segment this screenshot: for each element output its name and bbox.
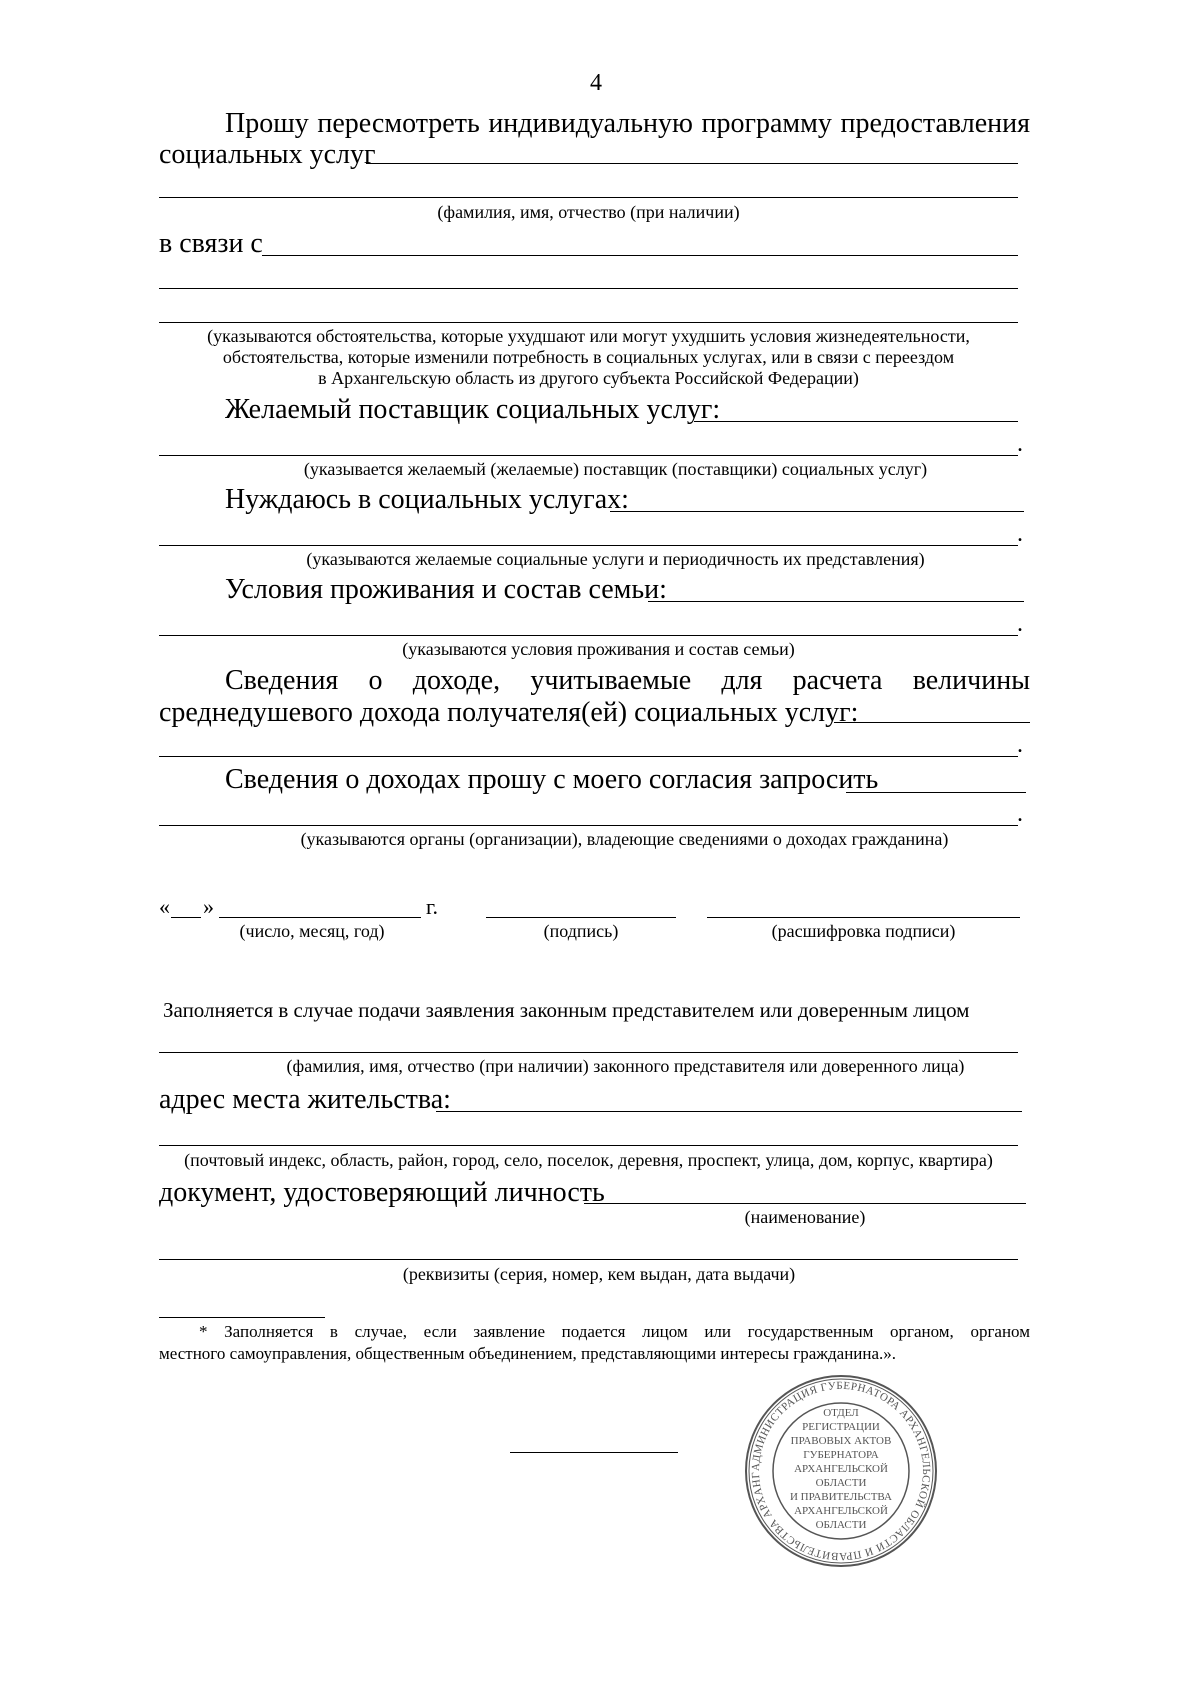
signature-field-line[interactable]	[486, 917, 676, 918]
provider-field-line-2[interactable]	[159, 455, 1018, 456]
footnote-line-1: * Заполняется в случае, если заявление подается лицом или государственным органом, органом	[199, 1322, 1030, 1341]
income-request-field-line-2[interactable]	[159, 825, 1018, 826]
quote-close: »	[203, 894, 214, 919]
caption-date: (число, месяц, год)	[239, 921, 385, 941]
registration-stamp	[744, 1374, 938, 1568]
day-field-line[interactable]	[171, 917, 201, 918]
fio-field-line[interactable]	[366, 163, 1018, 164]
provider-label: Желаемый поставщик социальных услуг:	[225, 394, 721, 425]
living-conditions-label: Условия проживания и состав семьи:	[225, 574, 667, 605]
caption-requisites: (реквизиты (серия, номер, кем выдан, дата выдачи)	[402, 1264, 796, 1284]
end-separator-line	[510, 1452, 678, 1453]
income-field-line-1[interactable]	[834, 722, 1030, 723]
living-field-line-1[interactable]	[648, 601, 1024, 602]
caption-provider: (указывается желаемый (желаемые) поставщик (поставщики) социальных услуг)	[303, 459, 928, 479]
reason-field-line-3[interactable]	[159, 322, 1018, 323]
caption-fio: (фамилия, имя, отчество (при наличии)	[437, 202, 740, 222]
stamp-center-line: ОТДЕЛ	[823, 1407, 859, 1419]
stamp-ring-text: АДМИНИСТРАЦИЯ ГУБЕРНАТОРА АРХАНГЕЛЬСКОЙ ОБЛАСТИ И ПРАВИТЕЛЬСТВА АРХАНГ	[749, 1379, 933, 1563]
stamp-center-text	[781, 1406, 901, 1532]
caption-reasons-3: в Архангельскую область из другого субъекта Российской Федерации)	[318, 368, 859, 388]
stamp-center-line: ОБЛАСТИ	[815, 1519, 867, 1531]
caption-reasons-2: обстоятельства, которые изменили потребность в социальных услугах, или в связи с переездом	[222, 347, 955, 367]
stamp-center-line: ГУБЕРНАТОРА	[803, 1449, 879, 1461]
signature-decode-field-line[interactable]	[707, 917, 1020, 918]
month-year-field-line[interactable]	[219, 917, 421, 918]
income-label-2: среднедушевого дохода получателя(ей) социальных услуг:	[159, 697, 859, 728]
stamp-center-line: ОБЛАСТИ	[815, 1477, 867, 1489]
stamp-center-line: АРХАНГЕЛЬСКОЙ	[794, 1505, 888, 1517]
caption-reasons-1: (указываются обстоятельства, которые ухудшают или могут ухудшить условия жизнедеятельности,	[207, 326, 970, 346]
address-label: адрес места жительства:	[159, 1084, 451, 1115]
page-number: 4	[590, 70, 602, 96]
intro-line-2: социальных услуг	[159, 139, 376, 170]
caption-services: (указываются желаемые социальные услуги и периодичность их представления)	[306, 549, 925, 569]
stamp-center-line: РЕГИСТРАЦИИ	[802, 1421, 880, 1433]
identity-doc-field-line[interactable]	[584, 1203, 1026, 1204]
representative-heading: Заполняется в случае подачи заявления законным представителем или доверенным лицом	[163, 998, 970, 1022]
caption-living: (указываются условия проживания и состав семьи)	[402, 639, 795, 659]
caption-signature-decode: (расшифровка подписи)	[771, 921, 956, 941]
rep-fio-field-line[interactable]	[159, 1052, 1018, 1053]
income-field-line-2[interactable]	[159, 756, 1018, 757]
provider-field-line-1[interactable]	[694, 421, 1018, 422]
fio-field-line-2[interactable]	[159, 197, 1018, 198]
footnote-line-2: местного самоуправления, общественным объединением, представляющими интересы гражданина.».	[159, 1344, 897, 1363]
stamp-center-line: ПРАВОВЫХ АКТОВ	[790, 1435, 892, 1447]
footnote-separator	[159, 1317, 325, 1318]
caption-signature: (подпись)	[543, 921, 619, 941]
identity-doc-label: документ, удостоверяющий личность	[159, 1177, 605, 1208]
income-request-label: Сведения о доходах прошу с моего согласия запросить	[225, 764, 879, 795]
quote-open: «	[159, 894, 170, 919]
living-field-line-2[interactable]	[159, 635, 1018, 636]
intro-line-1: Прошу пересмотреть индивидуальную программу предоставления	[225, 108, 1030, 139]
requisites-field-line[interactable]	[159, 1259, 1018, 1260]
year-suffix: г.	[426, 894, 439, 919]
income-request-field-line-1[interactable]	[846, 792, 1026, 793]
caption-doc-name: (наименование)	[744, 1207, 866, 1227]
stamp-center-line: И ПРАВИТЕЛЬСТВА	[789, 1491, 892, 1503]
reason-field-line-1[interactable]	[262, 255, 1018, 256]
services-field-line-2[interactable]	[159, 545, 1018, 546]
services-label: Нуждаюсь в социальных услугах:	[225, 484, 629, 515]
reason-field-line-2[interactable]	[159, 288, 1018, 289]
address-field-line-2[interactable]	[159, 1145, 1018, 1146]
services-field-line-1[interactable]	[610, 511, 1024, 512]
address-field-line-1[interactable]	[436, 1111, 1022, 1112]
stamp-center-line: АРХАНГЕЛЬСКОЙ	[794, 1463, 888, 1475]
v-svyazi-label: в связи с	[159, 228, 263, 259]
caption-address: (почтовый индекс, область, район, город, село, поселок, деревня, проспект, улица, дом, корпус, квартира)	[184, 1150, 993, 1170]
caption-rep-fio: (фамилия, имя, отчество (при наличии) законного представителя или доверенного лица)	[286, 1056, 965, 1076]
caption-organizations: (указываются органы (организации), владеющие сведениями о доходах гражданина)	[300, 829, 949, 849]
income-label-1: Сведения о доходе, учитываемые для расчета величины	[225, 665, 1030, 696]
